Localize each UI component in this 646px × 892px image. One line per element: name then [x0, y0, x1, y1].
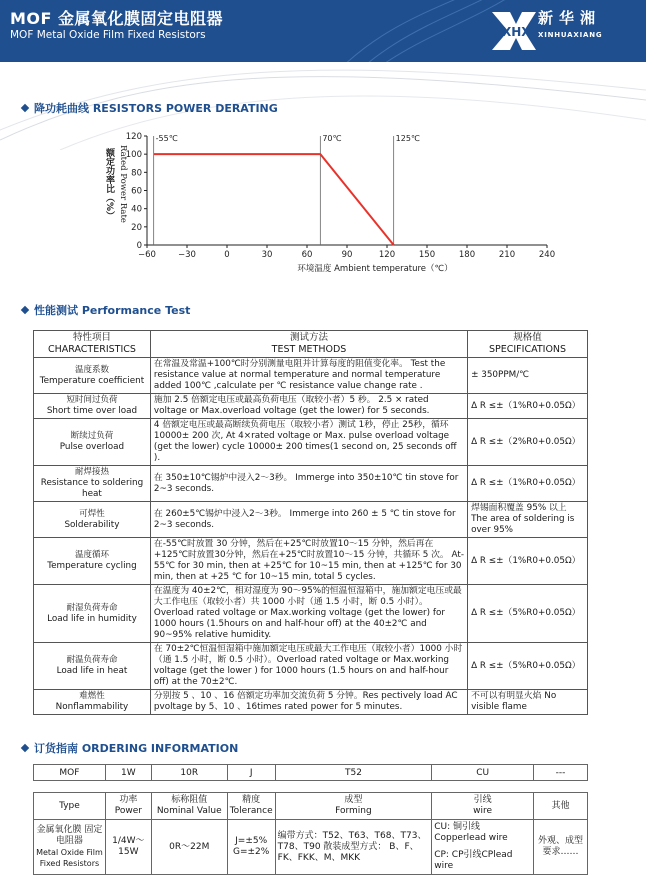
- chart-x-tick-label: 180: [458, 250, 476, 260]
- ordering-header-row: [34, 793, 588, 820]
- example-other: ---: [534, 765, 588, 781]
- chart-x-tick-label: 60: [301, 250, 313, 260]
- row-specification: Δ R ≤±（1%R0+0.05Ω）: [468, 466, 588, 502]
- performance-row: [34, 502, 588, 538]
- example-power: 1W: [105, 765, 151, 781]
- diamond-bullet-icon: [21, 104, 29, 112]
- performance-row: [34, 538, 588, 585]
- example-tolerance: J: [227, 765, 275, 781]
- header-test-methods: 测试方法 TEST METHODS: [150, 331, 467, 358]
- row-test-method: 4 倍额定电压或最高断续负荷电压（取较小者）测试 1秒，停止 25秒，循环10000± 200 次, At 4×rated voltage or Max. pulse overload voltage (get the lower) cycle 10000± 200 times(1 second on, 25 seconds off ).: [150, 419, 467, 466]
- section-title-performance: 性能测试 Performance Test: [22, 302, 190, 318]
- order-header-type: Type: [34, 793, 106, 820]
- chart-y-tick-label: 40: [131, 204, 142, 215]
- performance-row: [34, 466, 588, 502]
- chart-y-tick-label: 100: [125, 150, 142, 161]
- diamond-bullet-icon: [21, 306, 29, 314]
- chart-x-tick-label: 120: [378, 250, 396, 260]
- performance-header-row: [34, 331, 588, 358]
- row-specification: 不可以有明显火焰 No visible flame: [468, 690, 588, 715]
- chart-y-tick-label: 20: [131, 222, 142, 233]
- chart-y-tick-label: 0: [136, 241, 142, 251]
- row-specification: 焊锡面积覆盖 95% 以上 The area of soldering is over 95%: [468, 502, 588, 538]
- chart-ylabel-en: Rated Power Rate: [118, 145, 128, 223]
- performance-row: [34, 643, 588, 690]
- row-test-method: 在-55℃时放置 30 分钟，然后在+25℃时放置10～15 分钟，然后再在+125℃时放置30分钟，然后在+25℃时放置10～15 分钟，共循环 5 次。 At-55℃ for 30 min, then at +25℃ for 10~15 min, then at +125℃ for 30 min, then at +25 ℃ for 10~15 min, total 5 cycles.: [150, 538, 467, 585]
- example-nominal: 10R: [151, 765, 227, 781]
- order-type-value: 金属氧化膜 固定电阻器 Metal Oxide Film Fixed Resistors: [34, 820, 106, 875]
- example-wire: CU: [432, 765, 534, 781]
- row-test-method: 在常温及常温+100℃时分别测量电阻并计算每度的阻值变化率。 Test the resistance value at normal temperature and normal temperature added 100℃ ,calculate per ℃ resistance value change rate .: [150, 358, 467, 394]
- order-tolerance-value: J=±5% G=±2%: [227, 820, 275, 875]
- ordering-example-table: [33, 764, 588, 781]
- ordering-example-row: [34, 765, 588, 781]
- row-test-method: 在 70±2℃恒温恒湿箱中施加额定电压或最大工作电压（取较小者）1000 小时（通 1.5 小时，断 0.5 小时）。Overload rated voltage or Max.working voltage (get the lower ) for 1000 hours (1.5 hours on and half-hour off) at the 70±2℃.: [150, 643, 467, 690]
- example-type: MOF: [34, 765, 106, 781]
- chart-reference-label: -55℃: [155, 134, 178, 143]
- example-forming: T52: [275, 765, 432, 781]
- order-header-other: 其他: [534, 793, 588, 820]
- row-characteristic: 耐焊接热 Resistance to soldering heat: [34, 466, 151, 502]
- row-test-method: 在 260±5℃锡炉中浸入2～3秒。 Immerge into 260 ± 5 ℃ tin stove for 2~3 seconds.: [150, 502, 467, 538]
- row-specification: Δ R ≤±（2%R0+0.05Ω）: [468, 419, 588, 466]
- row-characteristic: 温度系数 Temperature coefficient: [34, 358, 151, 394]
- order-header-wire: 引线 wire: [432, 793, 534, 820]
- performance-row: [34, 358, 588, 394]
- row-characteristic: 耐湿负荷寿命 Load life in humidity: [34, 585, 151, 643]
- row-characteristic: 断续过负荷 Pulse overload: [34, 419, 151, 466]
- row-characteristic: 短时间过负荷 Short time over load: [34, 394, 151, 419]
- diamond-bullet-icon: [21, 744, 29, 752]
- row-test-method: 在温度为 40±2℃，相对湿度为 90～95%的恒温恒湿箱中，施加额定电压或最大工作电压（取较小者）共 1000 小时（通 1.5 小时，断 0.5 小时）。Overload rated voltage or Max.working voltage (get the lower) for 1000 hours (1.5hours on and half-hour off) at the 40±2℃ and 90~95% relative humidity.: [150, 585, 467, 643]
- ordering-spec-table: [33, 792, 588, 875]
- order-wire-value: CU: 铜引线Copperlead wire CP: CP引线CPlead wire: [432, 820, 534, 875]
- chart-x-tick-label: 240: [538, 250, 555, 260]
- chart-x-tick-label: 0: [224, 250, 230, 260]
- ordering-value-row: [34, 820, 588, 875]
- row-test-method: 施加 2.5 倍额定电压或最高负荷电压（取较小者）5 秒。 2.5 × rated voltage or Max.overload voltage (get the lower) for 5 seconds.: [150, 394, 467, 419]
- performance-row: [34, 690, 588, 715]
- chart-x-axis-label: 环境温度 Ambient temperature（℃）: [297, 264, 453, 274]
- row-test-method: 分别按 5 、10 、16 倍额定功率加交流负荷 5 分钟。Res pectively load AC pvoltage by 5、10 、16times rated power for 5 minutes.: [150, 690, 467, 715]
- order-other-value: 外观、成型要求……: [534, 820, 588, 875]
- logo-text-cn: 新华湘: [538, 9, 602, 27]
- row-characteristic: 难燃性 Nonflammability: [34, 690, 151, 715]
- performance-row: [34, 394, 588, 419]
- row-specification: Δ R ≤±（1%R0+0.05Ω）: [468, 394, 588, 419]
- header-specifications: 规格值 SPECIFICATIONS: [468, 331, 588, 358]
- logo-mark-text: XHX: [502, 25, 531, 39]
- chart-x-tick-label: 90: [341, 250, 353, 260]
- chart-y-tick-label: 120: [125, 132, 142, 142]
- chart-x-tick-label: 210: [498, 250, 516, 260]
- section-title-derating: 降功耗曲线 RESISTORS POWER DERATING: [22, 100, 278, 116]
- performance-row: [34, 585, 588, 643]
- order-forming-value: 编带方式：T52、T63、T68、T73、T78、T90 散装成型方式： B、F、FK、FKK、M、MKK: [275, 820, 432, 875]
- page-title-en: MOF Metal Oxide Film Fixed Resistors: [10, 29, 206, 41]
- order-nominal-value: 0R～22M: [151, 820, 227, 875]
- header-banner: [0, 0, 646, 62]
- chart-series-line-derating: [154, 154, 394, 245]
- order-header-nominal: 标称阻值 Nominal Value: [151, 793, 227, 820]
- page-title-cn: MOF 金属氧化膜固定电阻器: [10, 9, 224, 28]
- chart-x-tick-label: 150: [418, 250, 436, 260]
- performance-row: [34, 419, 588, 466]
- row-characteristic: 温度循环 Temperature cycling: [34, 538, 151, 585]
- derating-chart: [95, 128, 555, 278]
- row-specification: Δ R ≤±（5%R0+0.05Ω）: [468, 643, 588, 690]
- row-test-method: 在 350±10℃锡炉中浸入2～3秒。 Immerge into 350±10℃ tin stove for 2~3 seconds.: [150, 466, 467, 502]
- order-header-tolerance: 精度 Tolerance: [227, 793, 275, 820]
- row-specification: Δ R ≤±（1%R0+0.05Ω）: [468, 538, 588, 585]
- section-title-ordering: 订货指南 ORDERING INFORMATION: [22, 740, 238, 756]
- order-header-power: 功率 Power: [105, 793, 151, 820]
- chart-reference-label: 125℃: [395, 134, 420, 143]
- order-power-value: 1/4W～15W: [105, 820, 151, 875]
- chart-ylabel-cn: 额定功率比（%）: [104, 148, 114, 221]
- chart-y-tick-label: 80: [131, 168, 142, 179]
- order-header-forming: 成型 Forming: [275, 793, 432, 820]
- chart-x-tick-label: 30: [261, 250, 273, 260]
- row-specification: Δ R ≤±（5%R0+0.05Ω）: [468, 585, 588, 643]
- chart-x-tick-label: −30: [178, 250, 196, 260]
- chart-y-tick-label: 60: [131, 186, 142, 197]
- header-characteristics: 特性项目 CHARACTERISTICS: [34, 331, 151, 358]
- row-characteristic: 可焊性 Solderability: [34, 502, 151, 538]
- chart-x-tick-label: −60: [138, 250, 156, 260]
- logo-text-en: XINHUAXIANG: [538, 31, 603, 39]
- row-specification: ± 350PPM/℃: [468, 358, 588, 394]
- chart-reference-label: 70℃: [322, 134, 342, 143]
- performance-table: [33, 330, 588, 715]
- row-characteristic: 耐温负荷寿命 Load life in heat: [34, 643, 151, 690]
